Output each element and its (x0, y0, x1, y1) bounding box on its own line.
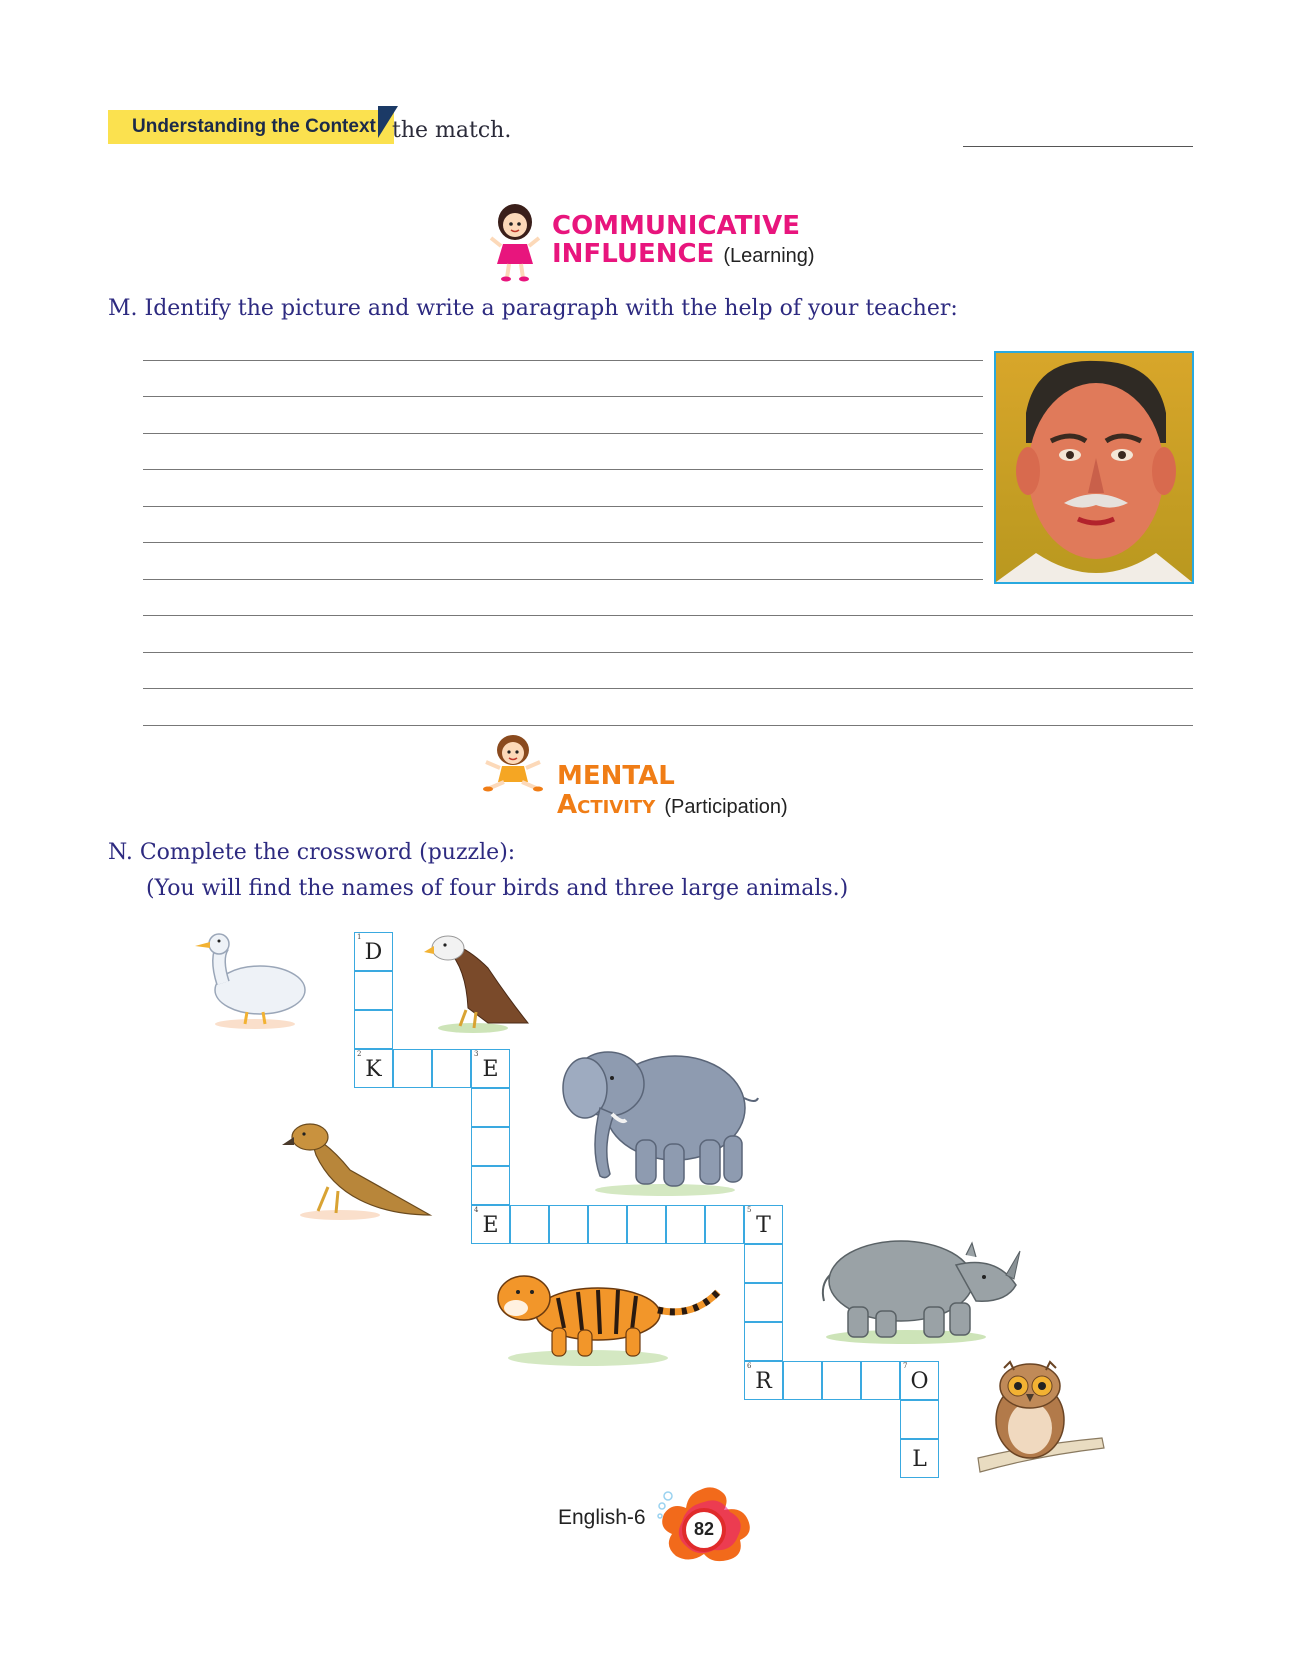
clue-number: 3 (474, 1050, 479, 1058)
writing-line[interactable] (143, 579, 983, 580)
top-partial-text: the match. (392, 118, 512, 143)
clue-number: 2 (357, 1050, 362, 1058)
cell-letter: R (755, 1369, 772, 1394)
section-m-title-1: COMMUNICATIVE (552, 211, 800, 241)
writing-line[interactable] (143, 725, 1193, 726)
writing-line[interactable] (143, 688, 1193, 689)
girl-mascot-icon (485, 200, 545, 282)
owl-icon (976, 1360, 1106, 1480)
crossword-cell[interactable] (861, 1361, 900, 1400)
clue-number: 5 (747, 1206, 752, 1214)
crossword-cell[interactable] (354, 1049, 393, 1088)
crossword-cell[interactable] (744, 1361, 783, 1400)
section-m-title-2 (552, 240, 815, 270)
crossword-cell[interactable] (471, 1049, 510, 1088)
cell-letter: E (482, 1213, 499, 1238)
footer-book-label: English-6 (558, 1506, 646, 1529)
crossword-cell[interactable] (432, 1049, 471, 1088)
tiger-icon (488, 1258, 728, 1368)
crossword-cell[interactable] (354, 971, 393, 1010)
crossword-cell[interactable] (471, 1166, 510, 1205)
cell-letter: D (364, 940, 383, 965)
clue-number: 4 (474, 1206, 479, 1214)
crossword-cell[interactable] (900, 1439, 939, 1478)
kid-mascot-icon (478, 732, 548, 794)
writing-line[interactable] (143, 360, 983, 361)
crossword-cell[interactable] (744, 1244, 783, 1283)
section-m-title-2-text: INFLUENCE (552, 239, 715, 269)
page-number: 82 (693, 1519, 715, 1539)
section-m-subtitle: (Learning) (723, 245, 815, 267)
eagle-icon (418, 928, 538, 1036)
question-n: N. Complete the crossword (puzzle): (108, 840, 516, 865)
portrait-image (994, 351, 1194, 584)
crossword-cell[interactable] (354, 1010, 393, 1049)
crossword-cell[interactable] (900, 1400, 939, 1439)
writing-line[interactable] (143, 542, 983, 543)
crossword-cell[interactable] (783, 1361, 822, 1400)
crossword-cell[interactable] (471, 1205, 510, 1244)
crossword-cell[interactable] (744, 1205, 783, 1244)
crossword-cell[interactable] (471, 1088, 510, 1127)
crossword-cell[interactable] (471, 1127, 510, 1166)
crossword-cell[interactable] (627, 1205, 666, 1244)
crossword-cell[interactable] (354, 932, 393, 971)
crossword-cell[interactable] (744, 1322, 783, 1361)
question-n-hint: (You will find the names of four birds and three large animals.) (146, 876, 849, 901)
rhinoceros-icon (806, 1215, 1026, 1345)
section-n-title-2 (557, 791, 788, 821)
question-m: M. Identify the picture and write a paragraph with the help of your teacher: (108, 296, 958, 321)
clue-number: 6 (747, 1362, 752, 1370)
cell-letter: T (756, 1213, 771, 1238)
writing-line[interactable] (143, 652, 1193, 653)
writing-line[interactable] (143, 615, 1193, 616)
cell-letter: L (912, 1447, 927, 1472)
section-n-subtitle: (Participation) (664, 796, 788, 818)
crossword-cell[interactable] (588, 1205, 627, 1244)
writing-line[interactable] (143, 506, 983, 507)
crossword-cell[interactable] (900, 1361, 939, 1400)
context-tag: Understanding the Context (108, 110, 394, 144)
crossword-cell[interactable] (666, 1205, 705, 1244)
answer-line (963, 146, 1193, 147)
man-portrait-icon (996, 353, 1192, 582)
crossword-cell[interactable] (705, 1205, 744, 1244)
crossword-cell[interactable] (393, 1049, 432, 1088)
section-n-title-1: MENTAL (557, 761, 675, 791)
cell-letter: K (365, 1057, 382, 1082)
crossword-cell[interactable] (744, 1283, 783, 1322)
cell-letter: O (910, 1369, 929, 1394)
crossword-cell[interactable] (549, 1205, 588, 1244)
crossword-cell[interactable] (822, 1361, 861, 1400)
cell-letter: E (482, 1057, 499, 1082)
section-n-title-2-text: Activity (557, 790, 656, 820)
clue-number: 7 (903, 1362, 908, 1370)
crossword-cell[interactable] (510, 1205, 549, 1244)
writing-line[interactable] (143, 433, 983, 434)
duck-icon (185, 928, 315, 1033)
writing-line[interactable] (143, 469, 983, 470)
hawk-icon (280, 1115, 440, 1225)
elephant-icon (560, 1028, 760, 1198)
writing-line[interactable] (143, 396, 983, 397)
clue-number: 1 (357, 933, 362, 941)
